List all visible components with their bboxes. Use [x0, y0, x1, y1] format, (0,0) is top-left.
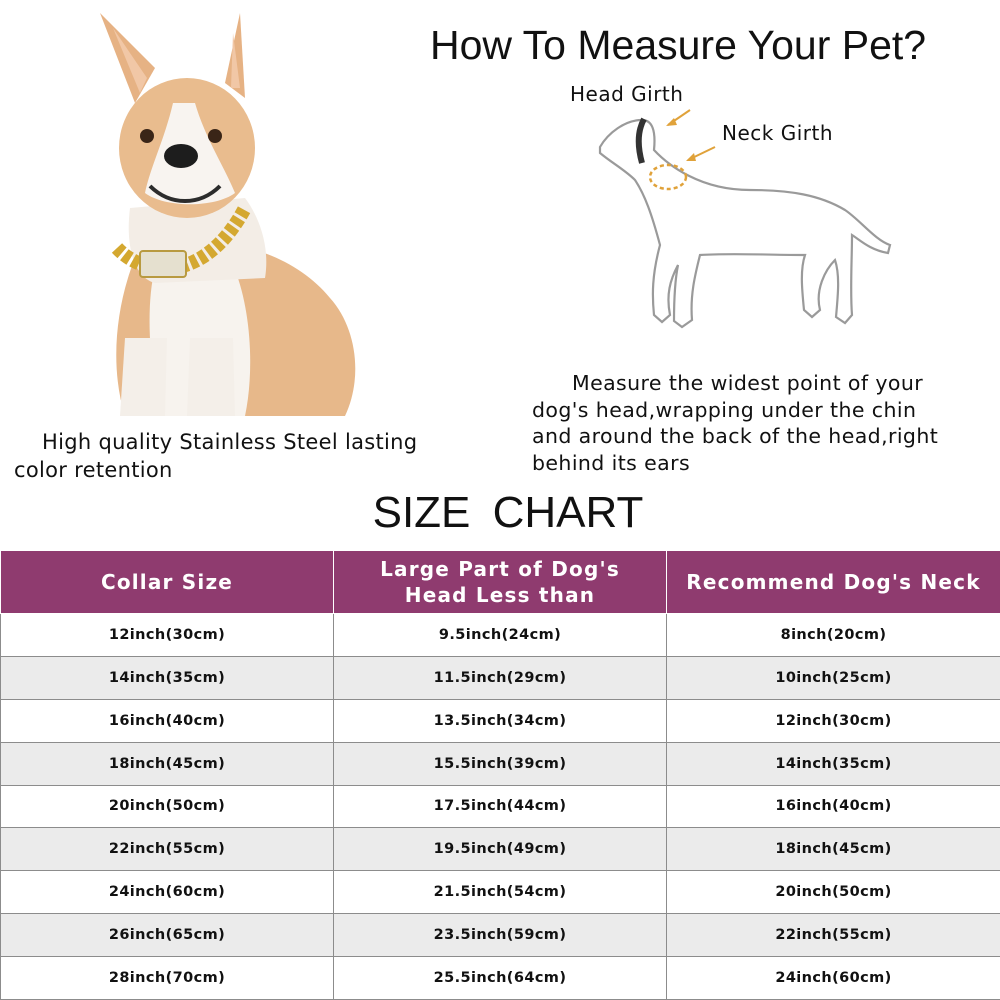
header-collar-size: Collar Size	[1, 551, 334, 614]
neck-size-cell: 18inch(45cm)	[667, 828, 1000, 871]
collar-size-cell: 16inch(40cm)	[1, 699, 334, 742]
table-row	[1, 828, 1000, 871]
table-row	[1, 656, 1000, 699]
collar-size-cell: 18inch(45cm)	[1, 742, 334, 785]
table-row	[1, 699, 1000, 742]
head-size-cell: 23.5inch(59cm)	[334, 914, 667, 957]
header-head-line-2: Head Less than	[404, 583, 596, 607]
head-size-cell: 19.5inch(49cm)	[334, 828, 667, 871]
collar-size-cell: 14inch(35cm)	[1, 656, 334, 699]
neck-size-cell: 8inch(20cm)	[667, 614, 1000, 657]
dog-measurement-diagram	[590, 95, 900, 345]
header-head-size	[334, 551, 667, 614]
collar-size-cell: 12inch(30cm)	[1, 614, 334, 657]
caption-line-2: color retention	[14, 458, 173, 482]
instruction-line-2: dog's head,wrapping under the chin	[532, 397, 917, 422]
neck-size-cell: 22inch(55cm)	[667, 914, 1000, 957]
dog-with-gold-collar-image	[95, 8, 370, 416]
collar-size-cell: 28inch(70cm)	[1, 957, 334, 1000]
head-size-cell: 25.5inch(64cm)	[334, 957, 667, 1000]
head-size-cell: 9.5inch(24cm)	[334, 614, 667, 657]
head-size-cell: 15.5inch(39cm)	[334, 742, 667, 785]
head-size-cell: 11.5inch(29cm)	[334, 656, 667, 699]
header-neck-size: Recommend Dog's Neck	[667, 551, 1000, 614]
caption-line-1: High quality Stainless Steel lasting	[42, 430, 418, 454]
table-row	[1, 742, 1000, 785]
table-row	[1, 785, 1000, 828]
head-girth-label: Head Girth	[570, 82, 684, 106]
measure-title: How To Measure Your Pet?	[430, 22, 927, 68]
header-head-line-1: Large Part of Dog's	[380, 557, 620, 581]
table-row	[1, 914, 1000, 957]
collar-size-cell: 20inch(50cm)	[1, 785, 334, 828]
head-size-cell: 21.5inch(54cm)	[334, 871, 667, 914]
neck-size-cell: 16inch(40cm)	[667, 785, 1000, 828]
table-row	[1, 614, 1000, 657]
head-size-cell: 17.5inch(44cm)	[334, 785, 667, 828]
instruction-line-3: and around the back of the head,right	[532, 424, 939, 448]
collar-size-cell: 22inch(55cm)	[1, 828, 334, 871]
size-chart-title: SIZE CHART	[372, 488, 644, 537]
neck-size-cell: 20inch(50cm)	[667, 871, 1000, 914]
neck-size-cell: 24inch(60cm)	[667, 957, 1000, 1000]
size-chart-table	[0, 550, 1000, 1000]
table-header-row	[1, 551, 1000, 614]
collar-size-cell: 24inch(60cm)	[1, 871, 334, 914]
product-caption	[14, 428, 454, 484]
instruction-line-4: behind its ears	[532, 450, 691, 475]
neck-size-cell: 12inch(30cm)	[667, 699, 1000, 742]
neck-girth-label: Neck Girth	[722, 121, 833, 145]
table-row	[1, 871, 1000, 914]
neck-size-cell: 14inch(35cm)	[667, 742, 1000, 785]
collar-size-cell: 26inch(65cm)	[1, 914, 334, 957]
table-row	[1, 957, 1000, 1000]
measure-instructions	[532, 370, 992, 476]
head-size-cell: 13.5inch(34cm)	[334, 699, 667, 742]
neck-size-cell: 10inch(25cm)	[667, 656, 1000, 699]
instruction-line-1: Measure the widest point of your	[572, 371, 924, 395]
